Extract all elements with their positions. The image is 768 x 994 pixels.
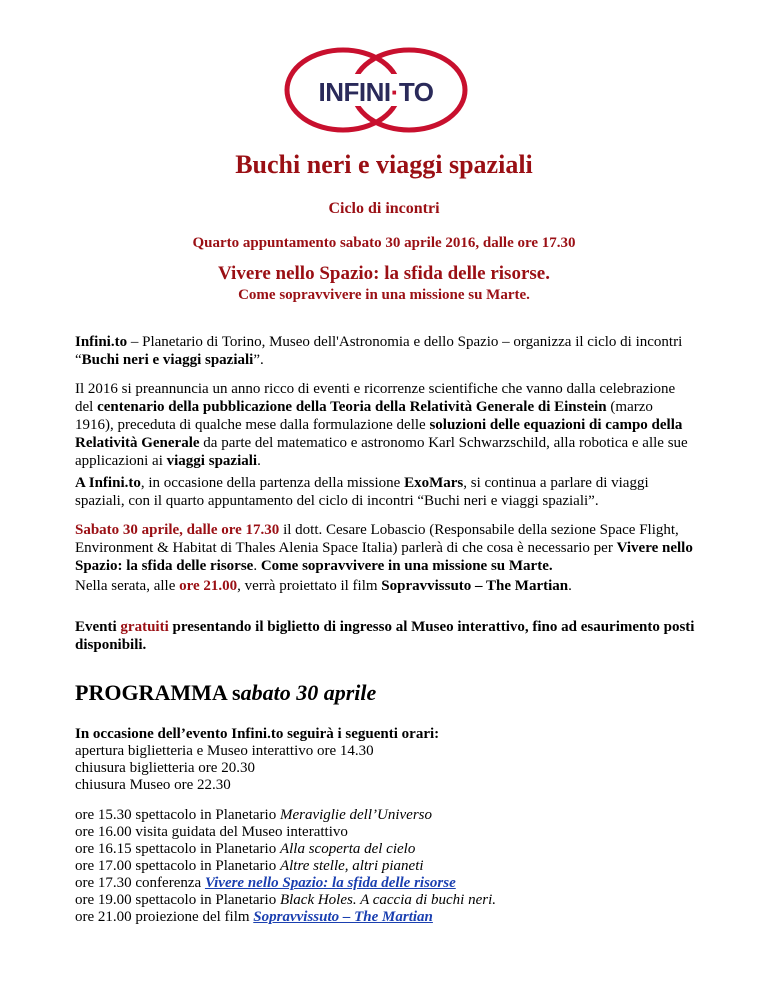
program-item: ore 21.00 proiezione del film Sopravvissuto – The Martian (75, 909, 433, 925)
hours-intro: In occasione dell’evento Infini.to seguirà i seguenti orari: (75, 726, 440, 742)
hours-line: apertura biglietteria e Museo interattivo ore 14.30 (75, 743, 374, 759)
speaker-paragraph: Sabato 30 aprile, dalle ore 17.30 il dott. Cesare Lobascio (Responsabile della sezione Space Flight, Environment & Habitat di Thales Alenia Space Italia) parlerà di che cosa è necessario per Vivere nello Spazio: la sfida delle risorse. Come sopravvivere in una missione su Marte. (75, 522, 693, 574)
program-item: ore 17.30 conferenza Vivere nello Spazio: la sfida delle risorse (75, 875, 456, 891)
page-title: Buchi neri e viaggi spaziali (235, 150, 533, 179)
program-heading: PROGRAMMA sabato 30 aprile (75, 680, 377, 705)
free-events-paragraph: Eventi gratuiti presentando il biglietto di ingresso al Museo interattivo, fino ad esaurimento posti disponibili. (75, 619, 695, 653)
series-subtitle: Ciclo di incontri (328, 200, 440, 217)
infinito-logo (283, 44, 469, 136)
talk-title: Vivere nello Spazio: la sfida delle risorse. (218, 263, 550, 284)
program-item: ore 16.15 spettacolo in Planetario Alla scoperta del cielo (75, 841, 416, 857)
exomars-paragraph: A Infini.to, in occasione della partenza della missione ExoMars, si continua a parlare di viaggi spaziali, con il quarto appuntamento del ciclo di incontri “Buchi neri e viaggi spaziali”. (75, 475, 649, 509)
film-paragraph: Nella serata, alle ore 21.00, verrà proiettato il film Sopravvissuto – The Martian. (75, 578, 572, 594)
program-item: ore 17.00 spettacolo in Planetario Altre stelle, altri pianeti (75, 858, 424, 874)
hours-line: chiusura Museo ore 22.30 (75, 777, 231, 793)
film-link[interactable]: Sopravvissuto – The Martian (253, 909, 433, 925)
context-paragraph: Il 2016 si preannuncia un anno ricco di eventi e ricorrenze scientifiche che vanno dalla celebrazione del centenario della pubblicazione della Teoria della Relatività Generale di Einstein (marzo 1916), preceduta di qualche mese dalla formulazione delle soluzioni delle equazioni di campo della Relatività Generale da parte del matematico e astronomo Karl Schwarzschild, alla robotica e alle sue applicazioni ai viaggi spaziali. (75, 381, 688, 469)
appointment-line: Quarto appuntamento sabato 30 aprile 2016, dalle ore 17.30 (192, 235, 576, 251)
program-item: ore 15.30 spettacolo in Planetario Meraviglie dell’Universo (75, 807, 432, 823)
program-item: ore 16.00 visita guidata del Museo interattivo (75, 824, 348, 840)
talk-subtitle: Come sopravvivere in una missione su Marte. (238, 287, 530, 303)
hours-line: chiusura biglietteria ore 20.30 (75, 760, 255, 776)
program-list (75, 807, 695, 926)
conference-link[interactable]: Vivere nello Spazio: la sfida delle risorse (204, 875, 456, 891)
intro-paragraph: Infini.to – Planetario di Torino, Museo dell'Astronomia e dello Spazio – organizza il ciclo di incontri “Buchi neri e viaggi spaziali”. (75, 334, 683, 368)
program-item: ore 19.00 spettacolo in Planetario Black Holes. A caccia di buchi neri. (75, 892, 497, 908)
opening-hours (75, 726, 695, 794)
svg-text:INFINI·TO: INFINI·TO (318, 77, 434, 107)
